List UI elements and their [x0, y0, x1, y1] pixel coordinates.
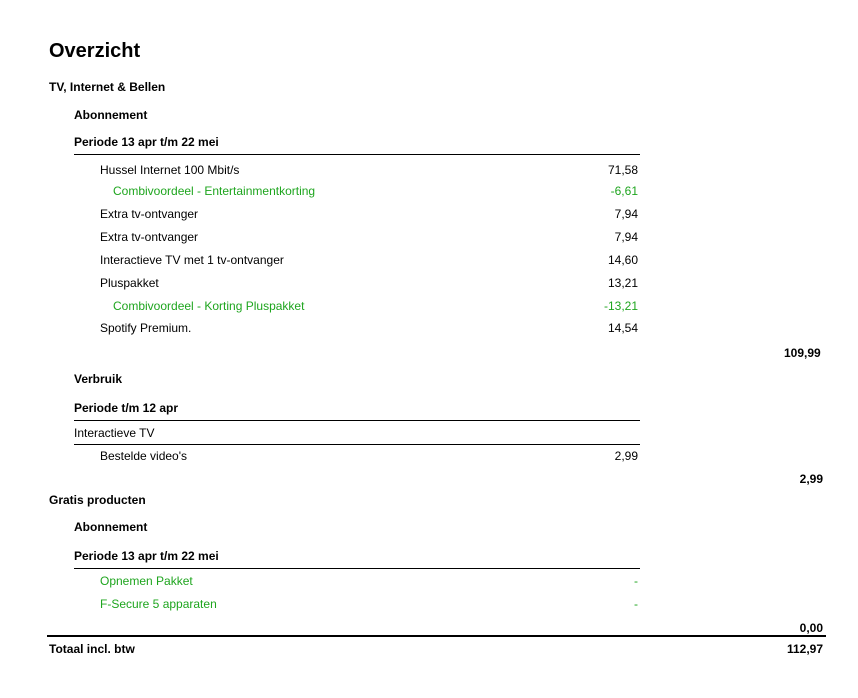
periode-heading: Periode t/m 12 apr [74, 401, 179, 415]
line-item-amount: 2,99 [614, 449, 638, 463]
subtotal-amount: 0,00 [799, 621, 823, 635]
line-item-label: Bestelde video's [100, 449, 188, 463]
line-item-label: Hussel Internet 100 Mbit/s [100, 163, 240, 177]
section-heading-gratis: Gratis producten [49, 493, 146, 507]
free-item-label: Opnemen Pakket [100, 574, 193, 588]
abonnement-heading: Abonnement [74, 108, 148, 122]
line-item-label: Extra tv-ontvanger [100, 207, 199, 221]
total-amount: 112,97 [786, 642, 823, 656]
divider [74, 568, 640, 569]
divider [74, 420, 640, 421]
total-divider [47, 635, 826, 637]
verbruik-heading: Verbruik [74, 372, 123, 386]
line-item-label: Spotify Premium. [100, 321, 192, 335]
free-item-label: F-Secure 5 apparaten [100, 597, 217, 611]
discount-item-amount: -13,21 [603, 299, 638, 313]
periode-heading: Periode 13 apr t/m 22 mei [74, 135, 219, 149]
periode-heading: Periode 13 apr t/m 22 mei [74, 549, 219, 563]
free-item-amount: - [634, 574, 638, 588]
section-heading-tv-internet: TV, Internet & Bellen [49, 80, 166, 94]
line-item-amount: 13,21 [607, 276, 638, 290]
category-label: Interactieve TV [74, 426, 155, 440]
discount-item-label: Combivoordeel - Korting Pluspakket [113, 299, 305, 313]
discount-item-amount: -6,61 [610, 184, 638, 198]
line-item-label: Pluspakket [100, 276, 159, 290]
discount-item-label: Combivoordeel - Entertainmentkorting [113, 184, 316, 198]
subtotal-clip [784, 344, 821, 360]
free-item-amount: - [634, 597, 638, 611]
page-title: Overzicht [49, 40, 141, 62]
subtotal-amount: 109,99 [784, 346, 821, 360]
line-item-amount: 7,94 [614, 207, 638, 221]
abonnement-heading: Abonnement [74, 520, 148, 534]
line-item-label: Extra tv-ontvanger [100, 230, 199, 244]
total-label: Totaal incl. btw [49, 642, 135, 656]
line-item-label: Interactieve TV met 1 tv-ontvanger [100, 253, 284, 267]
line-item-amount: 71,58 [607, 163, 638, 177]
divider [74, 444, 640, 445]
subtotal-amount: 2,99 [799, 472, 823, 486]
divider [74, 154, 640, 155]
line-item-amount: 7,94 [614, 230, 638, 244]
line-item-amount: 14,54 [607, 321, 638, 335]
line-item-amount: 14,60 [607, 253, 638, 267]
